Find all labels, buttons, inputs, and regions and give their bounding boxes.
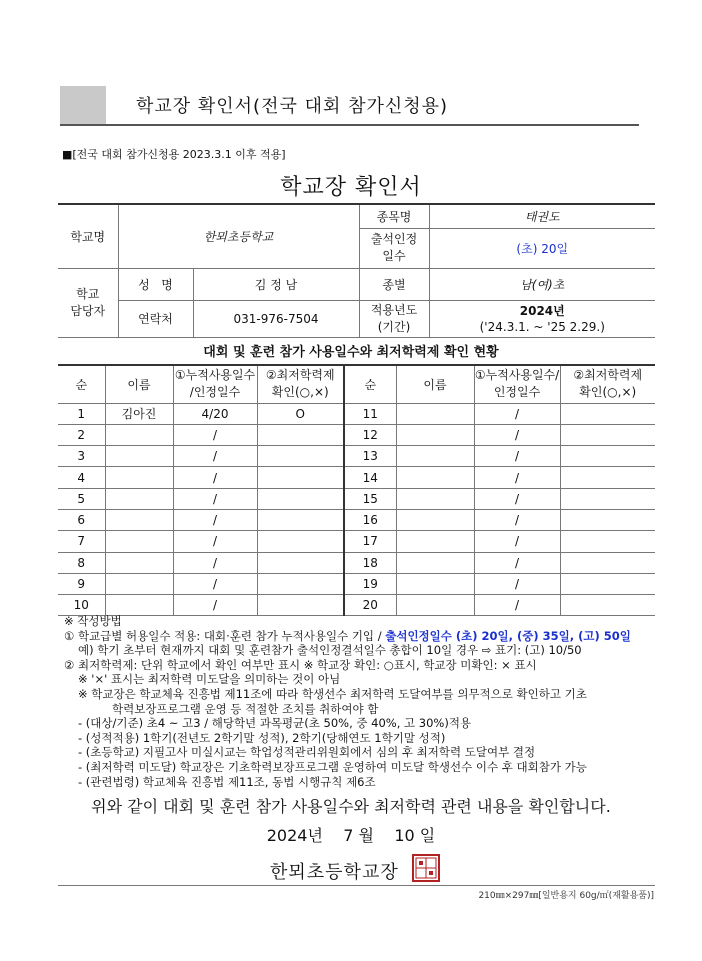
student-name [105,467,173,488]
row-number: 3 [58,446,105,467]
row-number: 16 [344,509,396,530]
student-name [396,573,474,594]
student-name [396,467,474,488]
applied-note: ■[전국 대회 참가신청용 2023.3.1 이후 적용] [62,148,286,161]
table-row [58,467,655,488]
row-number: 13 [344,446,396,467]
row-number: 10 [58,595,105,616]
date-month: 7 [343,826,354,845]
min-academic-check [560,467,655,488]
cumulative-days: / [474,467,560,488]
student-name [396,509,474,530]
min-academic-check [257,573,344,594]
student-name [105,509,173,530]
student-name [396,403,474,424]
event-label: 종목명 [359,204,429,228]
row-number: 2 [58,424,105,445]
method-note2-cont: 학력보장프로그램 운영 등 적절한 조치를 취하여야 함 [112,701,379,716]
header-title: 학교장 확인서(전국 대회 참가신청용) [136,96,449,117]
cumulative-days: 4/20 [173,403,257,424]
date-day-unit: 일 [419,826,436,845]
student-name [396,424,474,445]
method-bullet3: - (초등학교) 지필고사 미실시교는 학업성적관리위원회에서 심의 후 최저학력 도달여부 결정 [78,745,536,760]
period-value: ('24.3.1. ~ '25 2.29.) [479,319,605,334]
method-bullet2: - (성적적용) 1학기(전년도 2학기말 성적), 2학기(당해연도 1학기말 성적) [78,730,446,745]
student-name [396,488,474,509]
cumulative-days: / [474,424,560,445]
row-number: 7 [58,531,105,552]
student-name [396,552,474,573]
header-name-right: 이름 [396,365,474,403]
table-row [58,573,655,594]
header-min-left: ②최저학력제 확인(○,×) [257,365,344,403]
cumulative-days: / [474,446,560,467]
method-title: ※ 작성방법 [64,614,122,628]
min-academic-check [560,446,655,467]
row-number: 17 [344,531,396,552]
student-name [105,424,173,445]
min-academic-check [560,573,655,594]
cumulative-days: / [474,509,560,530]
attendance-value: (초) 20일 [429,228,655,268]
principal-name: 한뫼초등학교장 [270,862,399,883]
date-year: 2024년 [266,826,323,845]
document-date [0,823,702,846]
cumulative-days: / [474,531,560,552]
method-item2: ② 최저학력제: 단위 학교에서 확인 여부만 표시 ※ 학교장 확인: ○표시, 학교장 미확인: × 표시 [64,657,537,672]
cumulative-days: / [173,509,257,530]
student-name [105,446,173,467]
student-name [396,531,474,552]
status-table-heading: 대회 및 훈련 참가 사용일수와 최저학력제 확인 현황 [203,345,499,360]
min-academic-check [560,531,655,552]
cumulative-days: / [474,488,560,509]
confirmation-statement: 위와 같이 대회 및 훈련 참가 사용일수와 최저학력 관련 내용을 확인합니다. [91,797,611,816]
min-academic-check [560,424,655,445]
paper-spec: 210㎜×297㎜[일반용지 60g/㎡(재활용품)] [478,891,654,901]
min-academic-check [257,595,344,616]
method-item1-example: 예) 학기 초부터 현재까지 대회 및 훈련참가 출석인정결석일수 총합이 10일 경우 ⇨ 표기: (고) 10/50 [78,643,582,658]
header-min-right: ②최저학력제 확인(○,×) [560,365,655,403]
manager-contact-value: 031-976-7504 [193,300,359,337]
row-number: 19 [344,573,396,594]
table-row [58,509,655,530]
manager-label: 학교 담당자 [58,268,118,337]
table-row [58,531,655,552]
row-number: 6 [58,509,105,530]
date-month-unit: 월 [358,826,374,845]
cumulative-days: / [173,573,257,594]
manager-name-label: 성 명 [118,268,193,300]
manager-contact-label: 연락처 [118,300,193,337]
student-name [105,531,173,552]
header-days-right: ①누적사용일수/ 인정일수 [474,365,560,403]
cumulative-days: / [173,424,257,445]
official-seal-icon [412,854,440,882]
cumulative-days: / [173,552,257,573]
method-bullet5: - (관련법령) 학교체육 진흥법 제11조, 동법 시행규칙 제6조 [78,774,376,789]
header-days-left: ①누적사용일수 /인정일수 [173,365,257,403]
date-day: 10 [394,826,415,845]
header-divider [60,124,639,126]
row-number: 15 [344,488,396,509]
min-academic-check [257,531,344,552]
min-academic-check [560,552,655,573]
row-number: 8 [58,552,105,573]
school-name-label: 학교명 [58,204,118,268]
year-value: 2024년 [519,303,565,318]
row-number: 9 [58,573,105,594]
cumulative-days: / [474,573,560,594]
min-academic-check [257,424,344,445]
writing-method [64,614,664,789]
min-academic-check: O [257,403,344,424]
min-academic-check [257,446,344,467]
table-row [58,424,655,445]
status-table [58,364,655,616]
row-number: 12 [344,424,396,445]
min-academic-check [560,403,655,424]
header-no-right: 순 [344,365,396,403]
event-value: 태권도 [429,204,655,228]
cumulative-days: / [474,595,560,616]
row-number: 5 [58,488,105,509]
cumulative-days: / [474,403,560,424]
student-name [105,552,173,573]
method-bullet1: - (대상/기준) 초4 ~ 고3 / 해당학년 과목평균(초 50%, 중 40%, 고 30%)적용 [78,716,472,731]
min-academic-check [257,509,344,530]
cumulative-days: / [173,531,257,552]
method-item1: ① 학교급별 허용일수 적용: 대회·훈련 참가 누적사용일수 기입 / [64,628,386,643]
cumulative-days: / [173,467,257,488]
method-item1-highlight: 출석인정일수 (초) 20일, (중) 35일, (고) 50일 [385,628,631,643]
method-note2: ※ 학교장은 학교체육 진흥법 제11조에 따라 학생선수 최저학력 도달여부를 의무적으로 확인하고 기초 [78,686,587,701]
document-title: 학교장 확인서 [280,175,422,200]
header-name-left: 이름 [105,365,173,403]
min-academic-check [257,488,344,509]
cumulative-days: / [173,446,257,467]
manager-name-value: 김 정 남 [193,268,359,300]
row-number: 11 [344,403,396,424]
student-name [105,573,173,594]
row-number: 4 [58,467,105,488]
category-label: 종별 [359,268,429,300]
category-value: 남(여)초 [429,268,655,300]
min-academic-check [257,467,344,488]
student-name [105,488,173,509]
row-number: 20 [344,595,396,616]
footer-divider [58,885,655,886]
header-no-left: 순 [58,365,105,403]
row-number: 14 [344,467,396,488]
student-name [105,595,173,616]
attendance-label: 출석인정 일수 [359,228,429,268]
student-name: 김아진 [105,403,173,424]
min-academic-check [257,552,344,573]
school-name-value: 한뫼초등학교 [118,204,359,268]
method-bullet4: - (최저학력 미도달) 학교장은 기초학력보장프로그램 운영하여 미도달 학생선수 이수 후 대회참가 가능 [78,759,587,774]
row-number: 1 [58,403,105,424]
table-row [58,403,655,424]
min-academic-check [560,595,655,616]
student-name [396,595,474,616]
min-academic-check [560,509,655,530]
method-note1: ※ '×' 표시는 최저학력 미도달을 의미하는 것이 아님 [78,672,341,687]
cumulative-days: / [474,552,560,573]
school-info-table [58,203,655,338]
min-academic-check [560,488,655,509]
cumulative-days: / [173,488,257,509]
table-row [58,446,655,467]
row-number: 18 [344,552,396,573]
student-name [396,446,474,467]
header-decor-box [60,86,106,124]
table-row [58,595,655,616]
year-label: 적용년도 (기간) [359,300,429,337]
table-row [58,552,655,573]
cumulative-days: / [173,595,257,616]
table-row [58,488,655,509]
